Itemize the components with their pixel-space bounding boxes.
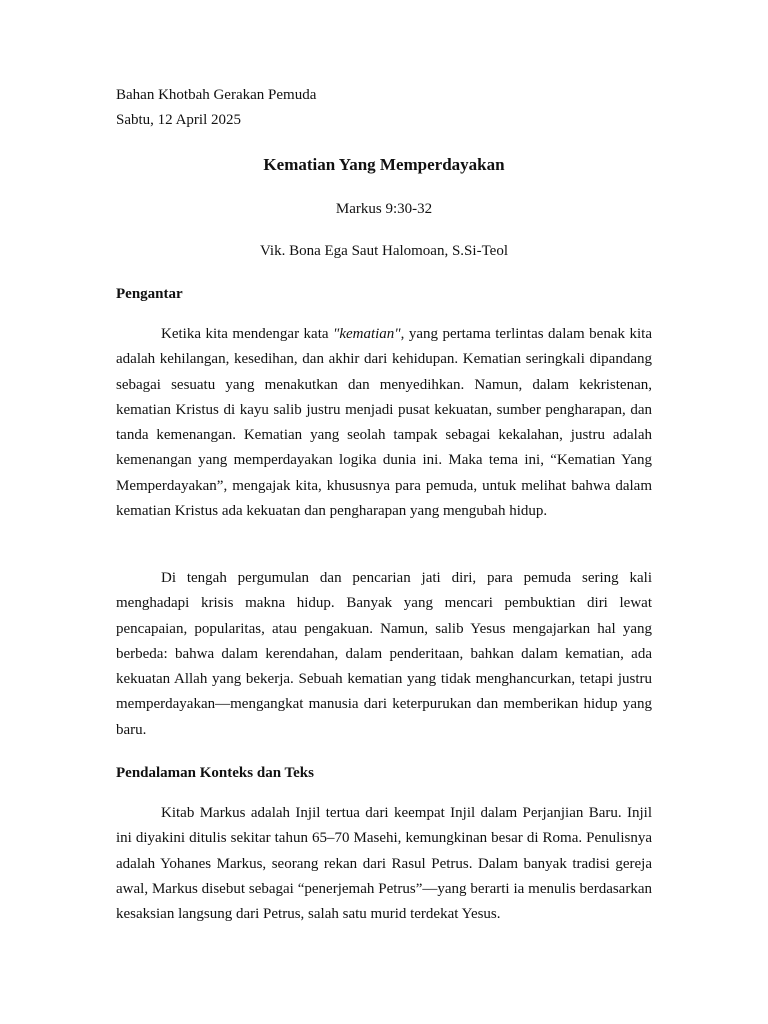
section-heading-konteks: Pendalaman Konteks dan Teks (116, 765, 314, 781)
document-title: Kematian Yang Memperdayakan (263, 155, 505, 174)
scripture-reference: Markus 9:30-32 (335, 201, 433, 217)
paragraph-pengantar-2: Di tengah pergumulan dan pencarian jati diri, para pemuda sering kali menghadapi krisis makna hidup. Banyak yang mencari pembuktian diri lewat pencapaian, popularitas, atau pengakuan. Namun, salib Yesus mengajarkan hal yang berbeda: bahwa dalam kerendahan, dalam penderitaan, bahkan dalam kematian, ada kekuatan Allah yang bekerja. Sebuah kematian yang tidak menghancurkan, tetapi justru memperdayakan—mengangkat manusia dari keterpurukan dan memberikan hidup yang baru. (116, 570, 652, 738)
paragraph-text-after: , yang pertama terlintas dalam benak kita adalah kehilangan, kesedihan, dan akhir dari kehidupan. Kematian seringkali dipandang sebagai sesuatu yang menakutkan dan menyedihkan. Namun, dalam kekristenan, kematian Kristus di kayu salib justru menjadi pusat kekuatan, sumber pengharapan, dan tanda kemenangan. Kematian yang seolah tampak sebagai kekalahan, justru adalah kemenangan yang memperdayakan logika dunia ini. Maka tema ini, “Kematian Yang Memperdayakan”, mengajak kita, khususnya para pemuda, untuk melihat bahwa dalam kematian Kristus ada kekuatan dan pengharapan yang mengubah hidup. (116, 326, 652, 520)
italic-term: "kematian" (333, 326, 401, 342)
header-line-2: Sabtu, 12 April 2025 (116, 112, 242, 128)
section-heading-pengantar: Pengantar (116, 286, 183, 302)
author-name: Vik. Bona Ega Saut Halomoan, S.Si-Teol (259, 243, 509, 259)
paragraph-pengantar-1 (116, 322, 652, 524)
paragraph-konteks-1: Kitab Markus adalah Injil tertua dari keempat Injil dalam Perjanjian Baru. Injil ini diyakini ditulis sekitar tahun 65–70 Masehi, kemungkinan besar di Roma. Penulisnya adalah Yohanes Markus, seorang rekan dari Rasul Petrus. Dalam banyak tradisi gereja awal, Markus disebut sebagai “penerjemah Petrus”—yang berarti ia menulis berdasarkan kesaksian langsung dari Petrus, salah satu murid terdekat Yesus. (116, 805, 652, 923)
header-line-1: Bahan Khotbah Gerakan Pemuda (116, 87, 317, 103)
paragraph-text-before: Ketika kita mendengar kata (161, 326, 334, 342)
